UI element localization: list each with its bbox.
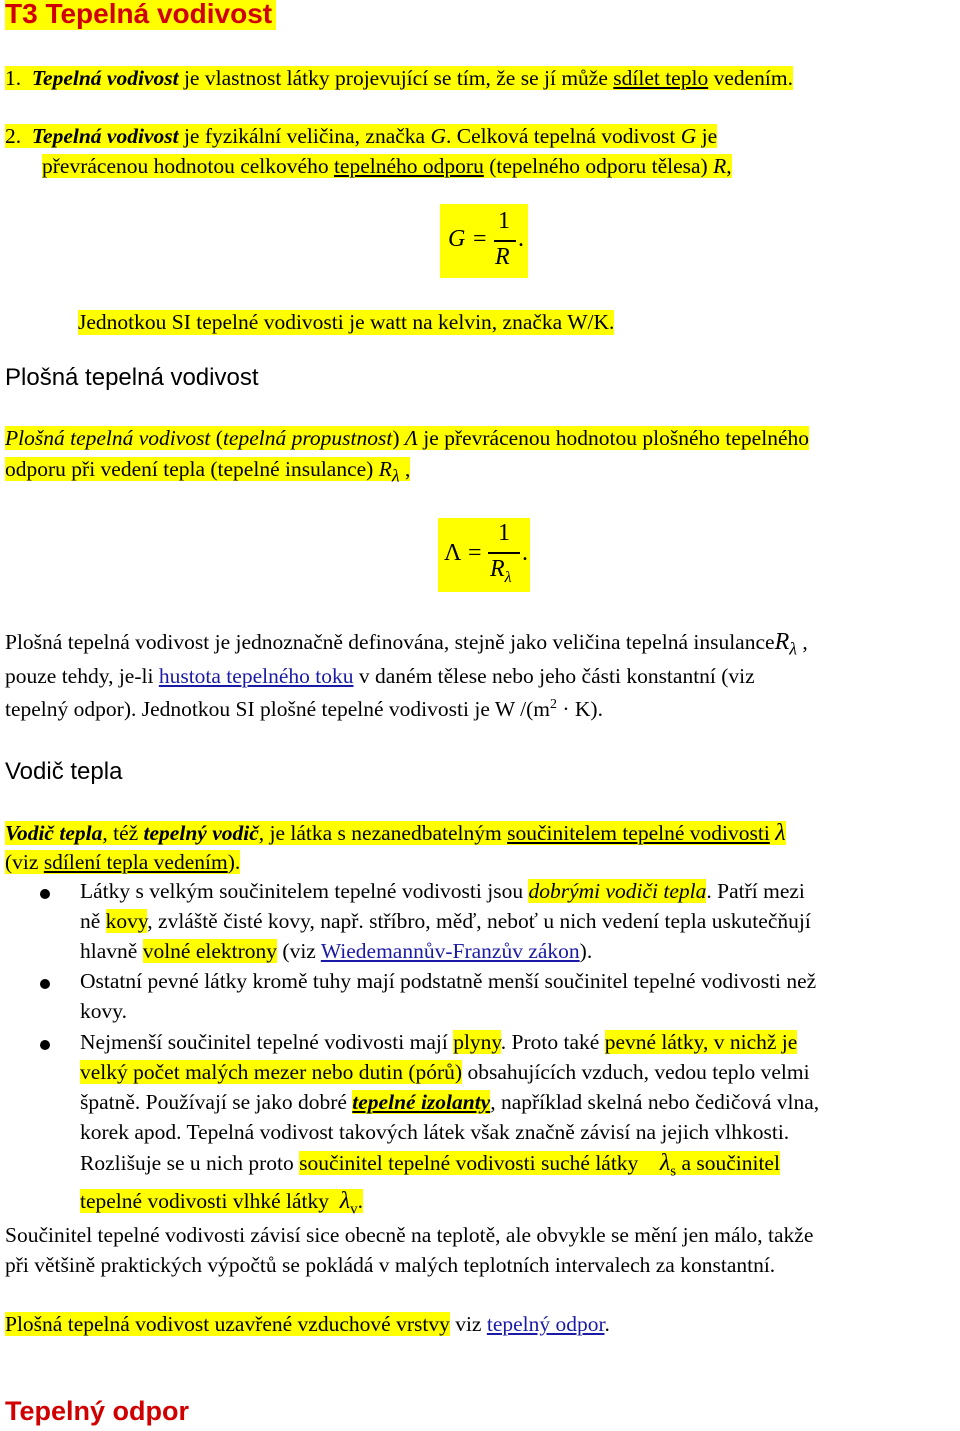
text: je převrácenou hodnotou plošného tepelného <box>417 426 809 450</box>
formula-lambda-lhs: Λ <box>444 540 462 566</box>
text: tepelné vodivosti vlhké látky <box>80 1189 329 1213</box>
symbol-r: R <box>378 457 392 481</box>
definition-2 <box>5 124 717 149</box>
text: obsahujících vzduch, vedou teplo velmi <box>462 1060 810 1084</box>
bullet-icon <box>40 979 50 989</box>
bullet-1-line1 <box>80 879 805 904</box>
definition-1 <box>5 66 793 91</box>
symbol-lambda: λ <box>339 1188 351 1214</box>
text: Látky s velkým součinitelem tepelné vodivosti jsou <box>80 879 529 903</box>
link-sdileni-tepla-vedenim[interactable]: sdílení tepla vedením <box>43 850 228 874</box>
text: v daném tělese nebo jeho části konstantní (viz <box>353 664 755 688</box>
definition-1-text: je vlastnost látky projevující se tím, že se jí může <box>178 66 614 90</box>
plosna-def-line1 <box>5 629 808 659</box>
text: pouze tehdy, je-li <box>5 664 159 688</box>
unit: · K). <box>557 697 603 722</box>
item-number: 1. <box>5 66 22 90</box>
text: (viz <box>5 850 44 874</box>
text: ) <box>392 426 405 450</box>
text: ). <box>227 850 241 874</box>
definition-1-end: vedením. <box>708 66 793 90</box>
symbol-lambda-capital: Λ <box>404 426 418 450</box>
symbol-lambda: λ <box>775 820 786 846</box>
definition-2-text: je fyzikální veličina, značka <box>178 124 431 148</box>
unit-superscript: 2 <box>550 697 557 712</box>
plosna-line2 <box>5 457 410 486</box>
bullet-3-line6 <box>80 1188 363 1218</box>
symbol-g: G <box>430 124 447 148</box>
vodic-line2-highlight <box>5 850 240 874</box>
formula-lambda <box>438 518 530 592</box>
formula-lambda-dot: . <box>522 540 528 566</box>
symbol-lambda: λ <box>659 1150 671 1176</box>
text: , například skelná nebo čedičová vlna, <box>490 1090 820 1114</box>
plosna-def-line3 <box>5 697 603 722</box>
bullet-1-line3 <box>80 939 592 964</box>
summary-line2: při většině praktických výpočtů se pokládá v malých teplotních intervalech za konstantní. <box>5 1253 776 1277</box>
text: Plošná tepelná vodivost je jednoznačně definována, stejně jako veličina tepelná insulance <box>5 630 775 654</box>
text: (viz <box>277 939 321 963</box>
text: ). <box>579 939 593 963</box>
hl-pevne-latky: pevné látky, v nichž je <box>604 1030 798 1054</box>
section-heading-plosna: Plošná tepelná vodivost <box>5 364 259 391</box>
text: , <box>726 154 732 178</box>
symbol-lambda-sub: λ <box>391 465 400 486</box>
hl-plyny: plyny <box>453 1030 501 1054</box>
item-number: 2. <box>5 124 22 148</box>
definition-2-text-b: . Celková tepelná vodivost <box>446 124 681 148</box>
symbol-lambda-sub: λ <box>504 568 512 586</box>
text: . <box>357 1189 364 1213</box>
bullet-icon <box>40 889 50 899</box>
vodic-line2 <box>5 850 240 875</box>
plosna-def-line2 <box>5 664 755 689</box>
unit: W /(m <box>494 697 550 722</box>
symbol-lambda-sub: λ <box>789 638 797 659</box>
bullet-1-line2 <box>80 909 811 934</box>
text: , též <box>102 821 144 845</box>
text: převrácenou hodnotou celkového <box>42 154 334 178</box>
hl-velky-pocet: velký počet malých mezer nebo dutin (pórů) <box>80 1060 463 1084</box>
formula-lambda-eq: = <box>468 540 482 566</box>
text: , <box>399 457 411 481</box>
symbol-r: R <box>490 556 505 582</box>
text: tepelný odpor). Jednotkou SI plošné tepelné vodivosti je <box>5 697 495 722</box>
text: Nejmenší součinitel tepelné vodivosti mají <box>80 1030 454 1054</box>
link-sdilet-teplo[interactable]: sdílet teplo <box>613 66 709 90</box>
formula-g-denominator: R <box>495 244 510 270</box>
text: viz <box>449 1312 487 1336</box>
page-title: T3 Tepelná vodivost <box>5 0 276 30</box>
plosna-line1-highlight <box>5 426 809 450</box>
unit-g: Jednotkou SI tepelné vodivosti je watt na kelvin, značka W/K. <box>78 310 615 334</box>
formula-g <box>440 204 528 278</box>
text: , je látka s nezanedbatelným <box>258 821 508 845</box>
link-soucinitelem[interactable]: součinitelem tepelné vodivosti <box>507 821 770 845</box>
text: , <box>797 630 808 654</box>
bullet-3-line4: korek apod. Tepelná vodivost takových látek však značně závisí na jejich vlhkosti. <box>80 1120 790 1144</box>
symbol-r: R <box>774 629 790 655</box>
term-tepelna-vodivost-2: Tepelná vodivost <box>31 124 179 148</box>
text: Rozlišuje se u nich proto <box>80 1151 300 1175</box>
formula-lambda-denominator <box>490 556 512 587</box>
text: ně <box>80 909 106 933</box>
text: hlavně <box>80 939 143 963</box>
summary-line1: Součinitel tepelné vodivosti závisí sice obecně na teplotě, ale obvykle se mění jen málo, takže <box>5 1223 814 1247</box>
text: a součinitel <box>676 1151 780 1175</box>
hl-vzduchove-vrstvy: Plošná tepelná vodivost uzavřené vzduchové vrstvy <box>5 1312 450 1336</box>
text: . Patří mezi <box>706 879 805 903</box>
formula-lambda-numerator: 1 <box>498 520 510 546</box>
vodic-line1-highlight <box>5 821 786 845</box>
text: . <box>604 1312 610 1336</box>
hl-kovy: kovy <box>105 909 148 933</box>
section-heading-tepelny-odpor: Tepelný odpor <box>5 1396 190 1426</box>
hl-dobrymi-vodici: dobrými vodiči tepla <box>528 879 707 903</box>
plosna-line2-highlight <box>5 457 411 486</box>
subscript-s: s <box>670 1163 677 1180</box>
term-tepelny-vodic: tepelný vodič <box>143 821 259 845</box>
text: . Proto také <box>500 1030 605 1054</box>
link-tepelneho-odporu[interactable]: tepelného odporu <box>333 154 484 178</box>
definition-1-highlight <box>5 66 793 90</box>
text: odporu při vedení tepla (tepelné insulance) <box>5 457 379 481</box>
bullet-3-line5 <box>80 1150 780 1180</box>
term-tepelna-propustnost: tepelná propustnost <box>222 426 393 450</box>
hl-soucinitel-sucha <box>299 1150 780 1180</box>
term-vodic-tepla: Vodič tepla <box>5 821 103 845</box>
text: (tepelného odporu tělesa) <box>483 154 714 178</box>
definition-2-line2-highlight <box>42 154 732 178</box>
link-tepelne-izolanty[interactable]: tepelné izolanty <box>352 1090 491 1114</box>
hl-soucinitel-vlhka <box>80 1188 364 1218</box>
vzduch-line <box>5 1312 610 1337</box>
link-wiedemannuv-franzuv[interactable]: Wiedemannův-Franzův zákon <box>320 939 580 963</box>
definition-2-line2 <box>42 154 732 179</box>
bullet-3-line3 <box>80 1090 819 1115</box>
term-plosna-tepelna-vodivost: Plošná tepelná vodivost <box>5 426 211 450</box>
section-heading-vodic: Vodič tepla <box>5 758 123 785</box>
text: , zvláště čisté kovy, např. stříbro, měď, neboť u nich vedení tepla uskutečňují <box>147 909 811 933</box>
bullet-2-line2: kovy. <box>80 999 127 1023</box>
plosna-line1 <box>5 426 809 451</box>
formula-g-numerator: 1 <box>498 208 510 234</box>
bullet-3-line2 <box>80 1060 810 1085</box>
link-tepelny-odpor[interactable]: tepelný odpor <box>486 1312 605 1336</box>
definition-2-text-c: je <box>696 124 718 148</box>
bullet-2-line1: Ostatní pevné látky kromě tuhy mají podstatně menší součinitel tepelné vodivosti než <box>80 969 817 993</box>
symbol-g: G <box>448 226 466 252</box>
text: ( <box>210 426 223 450</box>
bullet-3-line1 <box>80 1030 797 1055</box>
subscript-v: v <box>350 1201 358 1218</box>
text: špatně. Používají se jako dobré <box>80 1090 353 1114</box>
formula-g-eq: = <box>473 226 487 252</box>
symbol-g: G <box>680 124 697 148</box>
hl-volne-elektrony: volné elektrony <box>142 939 278 963</box>
symbol-r: R <box>713 154 727 178</box>
term-tepelna-vodivost: Tepelná vodivost <box>31 66 179 90</box>
link-hustota-tepelneho-toku[interactable]: hustota tepelného toku <box>158 664 354 688</box>
vodic-line1 <box>5 820 786 847</box>
bullet-icon <box>40 1040 50 1050</box>
text: součinitel tepelné vodivosti suché látky <box>299 1151 639 1175</box>
definition-2-highlight <box>5 124 717 148</box>
formula-g-lhs <box>448 226 465 253</box>
formula-g-dot: . <box>518 226 524 252</box>
